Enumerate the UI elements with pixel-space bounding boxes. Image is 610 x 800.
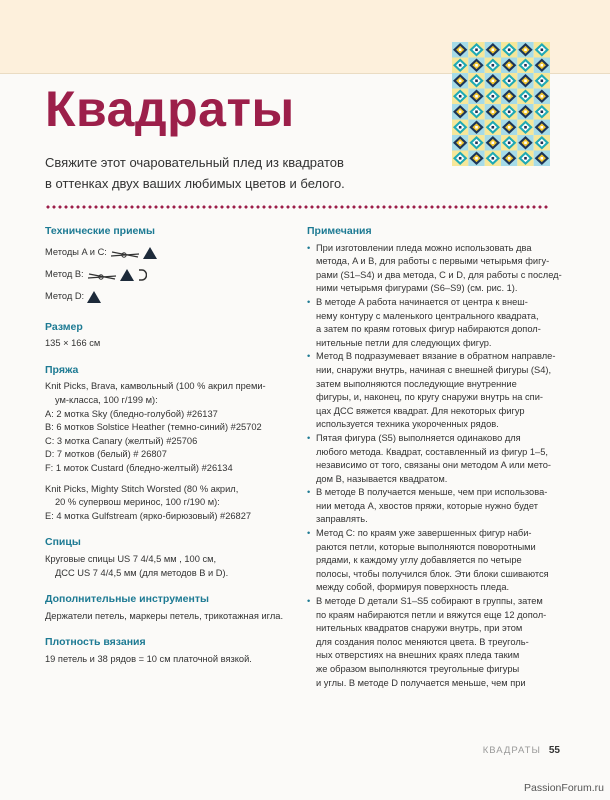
quilt-center-square [541,48,544,51]
yarn-list-brava [45,380,293,475]
quilt-center-square [524,79,527,82]
gauge-value: 19 петель и 38 рядов = 10 см платочной вязкой. [45,653,252,664]
yarn-heading: Пряжа [45,363,79,376]
quilt-center-square [459,110,462,113]
dotted-divider [45,205,550,209]
size-section [45,321,293,351]
quilt-center-square [541,126,544,129]
note-line: используется техника укороченных рядов. [316,419,499,430]
left-column [45,225,293,679]
techniques-heading: Технические приемы [45,225,155,237]
quilt-center-square [475,157,478,160]
note-line: ных отверстиях на внешних краях пледа таким [316,650,520,661]
page-footer [483,745,560,756]
intro-text [45,152,425,194]
needles-heading: Спицы [45,536,81,549]
quilt-center-square [541,110,544,113]
quilt-center-square [475,48,478,51]
quilt-center-square [508,141,511,144]
gauge-section [45,636,293,666]
note-line: нительные петли для следующих фигур. [316,337,492,348]
yarn-list-mighty [45,483,293,524]
quilt-center-square [475,126,478,129]
quilt-center-square [508,64,511,67]
note-line: • Метод B подразумевает вязание в обратном направле- [316,351,556,362]
gauge-heading: Плотность вязания [45,636,146,649]
quilt-thumbnail-image [452,42,550,166]
intro-line: Свяжите этот очаровательный плед из квадратов [45,155,344,170]
quilt-center-square [492,79,495,82]
text-line: A: 2 мотка Sky (бледно-голубой) #26137 [45,408,218,419]
quilt-center-square [541,79,544,82]
footer-section-name: КВАДРАТЫ [482,745,541,756]
quilt-center-square [475,95,478,98]
quilt-center-square [524,141,527,144]
note-line: нительных квадратов снаружи внутрь, при этом [316,623,523,634]
note-line: между собой, формируя поверхность пледа. [316,582,510,593]
note-line: и углы. В методе D получается меньше, чем при [316,677,526,688]
quilt-center-square [524,64,527,67]
method-label: Метод D: [45,290,85,301]
note-line: раются петли, которые выполняются поворотными [316,541,536,552]
tools-value: Держатели петель, маркеры петель, трикотажная игла. [45,610,284,621]
text-line: Knit Picks, Brava, камвольный (100 % акрил преми- [45,381,266,392]
quilt-center-square [459,95,462,98]
triangle-icon [143,247,157,259]
quilt-center-square [492,110,495,113]
quilt-center-square [492,126,495,129]
method-b [45,264,293,286]
site-watermark: PassionForum.ru [524,782,604,794]
note-line: дом B, называется квадратом. [316,473,448,484]
note-line: полосы, чтобы получился блок. Эти блоки сшиваются [316,568,549,579]
quilt-center-square [508,79,511,82]
note-line: любого метода. Квадрат, составленный из фигур 1–5, [316,446,548,457]
tools-section [45,593,293,623]
quilt-center-square [459,141,462,144]
note-line: • В методе D детали S1–S5 собирают в группы, затем [316,596,543,607]
quilt-center-square [492,64,495,67]
note-item [307,527,550,595]
spacer [45,476,293,483]
quilt-center-square [475,141,478,144]
text-line: 20 % супервош меринос, 100 г/190 м): [55,497,220,508]
note-line: • В методе A работа начинается от центра к внеш- [316,296,528,307]
quilt-center-square [459,126,462,129]
quilt-center-square [508,110,511,113]
note-line: по краям набираются петли и вяжутся еще 12 допол- [316,609,547,620]
quilt-center-square [541,141,544,144]
note-line: рядами, к каждому углу добавляется по четыре [316,555,522,566]
turn-arrow-icon [137,269,147,281]
quilt-center-square [475,79,478,82]
note-item [307,296,550,350]
quilt-center-square [508,95,511,98]
knitting-needles-icon [87,269,117,281]
quilt-center-square [508,48,511,51]
note-line: метода, A и B, для работы с первыми четырьмя фигу- [316,256,550,267]
quilt-center-square [524,126,527,129]
quilt-center-square [541,64,544,67]
text-line: Knit Picks, Mighty Stitch Worsted (80 % акрил, [45,483,239,494]
note-line: для создания полос меняются цвета. В треуголь- [316,636,529,647]
note-line: цах ДСС вяжется квадрат. Для некоторых фигур [316,405,525,416]
quilt-center-square [459,157,462,160]
right-column [307,225,562,690]
note-line: • В методе B получается меньше, чем при использова- [316,487,548,498]
quilt-center-square [508,157,511,160]
text-line: ум-класса, 100 г/199 м): [55,394,158,405]
text-line: E: 4 мотка Gulfstream (ярко-бирюзовый) #26827 [45,510,252,521]
quilt-center-square [541,95,544,98]
note-item [307,432,550,486]
needles-list [45,553,293,580]
quilt-center-square [459,79,462,82]
note-line: • Пятая фигура (S5) выполняется одинаково для [316,432,521,443]
note-item [307,595,550,690]
knitting-needles-icon [110,247,140,259]
quilt-center-square [524,157,527,160]
text-line: Круговые спицы US 7 4/4,5 мм , 100 см, [45,553,217,564]
note-line: ними четырьмя фигурами (S6–S9) (см. рис. 1). [316,283,518,294]
method-d [45,286,293,308]
quilt-center-square [475,110,478,113]
method-label: Методы A и C: [45,246,107,257]
page-title: Квадраты [45,81,295,137]
quilt-center-square [508,126,511,129]
method-ac [45,242,293,264]
note-line: нии метода A, хвостов пряжи, которые нужно будет [316,500,538,511]
quilt-center-square [492,157,495,160]
size-value: 135 × 166 см [45,338,101,349]
text-line: C: 3 мотка Canary (желтый) #25706 [45,435,198,446]
text-line: F: 1 моток Custard (бледно-желтый) #26134 [45,462,233,473]
quilt-center-square [524,110,527,113]
note-line: независимо от того, связаны они методом A или мето- [316,460,552,471]
note-item [307,350,556,432]
quilt-center-square [492,141,495,144]
note-line: нии, снаружи внутрь, начиная с внешней фигуры (S4), [316,364,552,375]
quilt-center-square [492,95,495,98]
tools-heading: Дополнительные инструменты [45,593,209,606]
note-line: а затем по краям готовых фигур набираются допол- [316,324,541,335]
method-label: Метод B: [45,268,84,279]
quilt-center-square [492,48,495,51]
page-number: 55 [548,745,560,756]
quilt-center-square [524,48,527,51]
quilt-center-square [475,64,478,67]
quilt-center-square [541,157,544,160]
quilt-center-square [524,95,527,98]
note-line: фигуры, и, наконец, по кругу снаружи внутрь на спи- [316,392,543,403]
notes-list [307,242,562,691]
note-line: затем выполняются последующие внутренние [316,378,517,389]
triangle-icon [87,291,101,303]
quilt-center-square [459,48,462,51]
text-line: D: 7 мотков (белый) # 26807 [45,449,167,460]
note-line: • При изготовлении пледа можно использовать два [316,242,532,253]
text-line: ДСС US 7 4/4,5 мм (для методов B и D). [55,567,229,578]
intro-line: в оттенках двух ваших любимых цветов и белого. [45,176,345,191]
note-item [307,242,562,296]
note-item [307,486,550,527]
size-heading: Размер [45,320,83,333]
notes-heading: Примечания [307,225,372,237]
techniques-section [45,225,293,308]
quilt-center-square [459,64,462,67]
note-line: нему контуру с маленького центрального квадрата, [316,310,539,321]
text-line: B: 6 мотков Solstice Heather (темно-синий) #25702 [45,422,262,433]
note-line: заправлять. [316,514,368,525]
note-line: • Метод C: по краям уже завершенных фигур наби- [316,528,532,539]
yarn-section [45,364,293,524]
note-line: рами (S1–S4) и два метода, C и D, для работы с послед- [316,269,562,280]
triangle-icon [120,269,134,281]
note-line: же образом выполняются треугольные фигуры [316,664,520,674]
needles-section [45,536,293,580]
